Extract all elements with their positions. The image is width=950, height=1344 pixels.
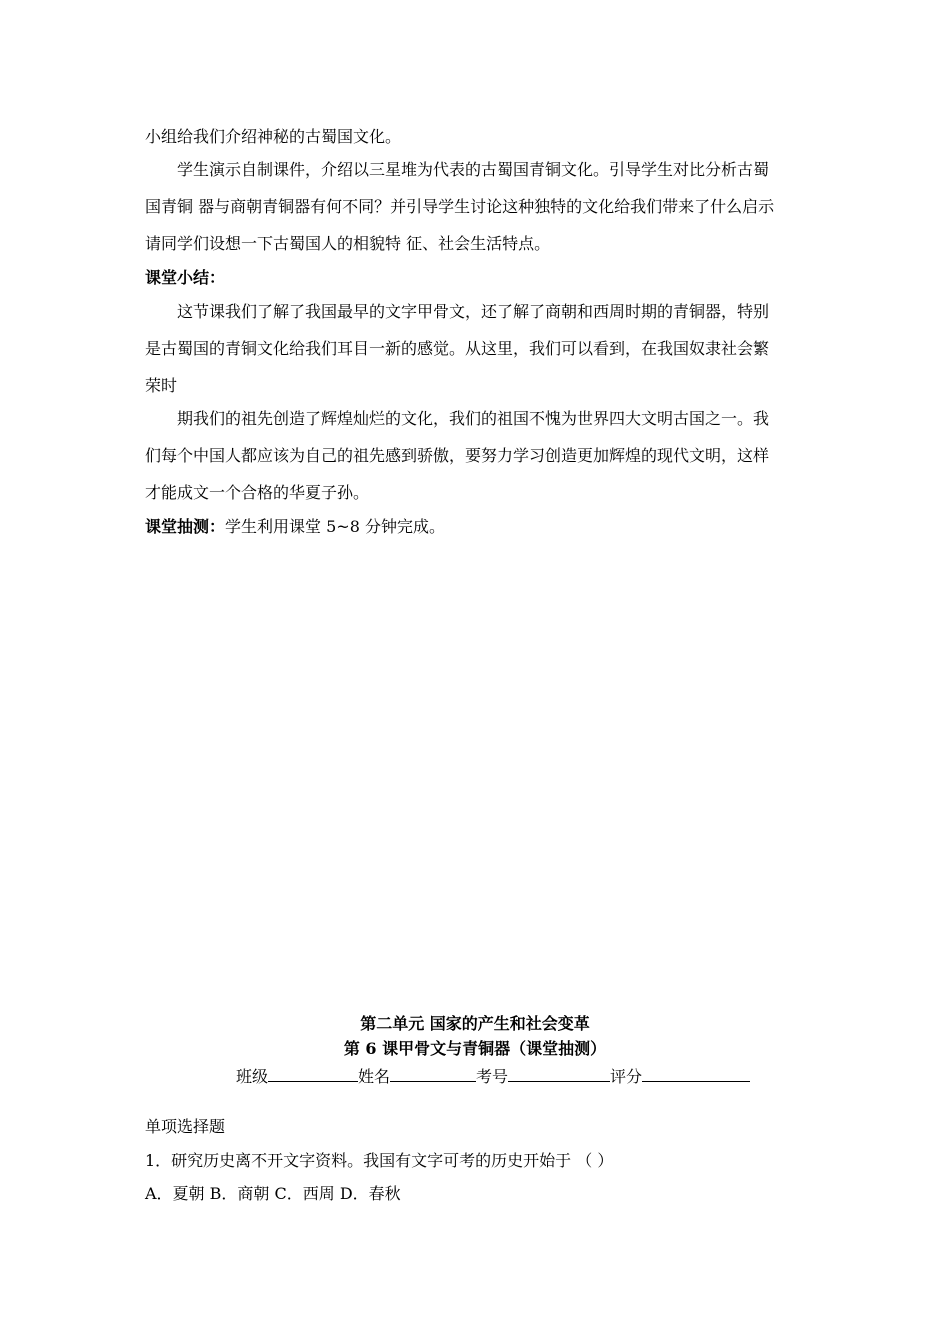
exam-no-blank[interactable] <box>508 1064 610 1082</box>
paragraph-line: 们每个中国人都应该为自己的祖先感到骄傲，要努力学习创造更加辉煌的现代文明，这样 <box>145 446 770 465</box>
paragraph-line: 才能成文一个合格的华夏子孙。 <box>145 483 370 502</box>
class-blank[interactable] <box>268 1064 358 1082</box>
paragraph-line: 请同学们设想一下古蜀国人的相貌特 征、社会生活特点。 <box>145 234 551 253</box>
student-info-row <box>236 1064 796 1087</box>
question-1: 1．研究历史离不开文字资料。我国有文字可考的历史开始于 （ ） <box>145 1151 614 1170</box>
class-label: 班级 <box>236 1067 269 1086</box>
paragraph-line: 期我们的祖先创造了辉煌灿烂的文化，我们的祖国不愧为世界四大文明古国之一。我 <box>177 409 770 428</box>
paragraph-line: 这节课我们了解了我国最早的文字甲骨文，还了解了商朝和西周时期的青铜器，特别 <box>177 302 770 321</box>
paragraph-line: 学生演示自制课件，介绍以三星堆为代表的古蜀国青铜文化。引导学生对比分析古蜀 <box>177 160 770 179</box>
paragraph-line: 荣时 <box>145 376 178 395</box>
paragraph-line: 小组给我们介绍神秘的古蜀国文化。 <box>145 127 402 146</box>
paragraph-line: 是古蜀国的青铜文化给我们耳目一新的感觉。从这里，我们可以看到，在我国奴隶社会繁 <box>145 339 770 358</box>
score-blank[interactable] <box>642 1064 750 1082</box>
score-label: 评分 <box>610 1067 643 1086</box>
name-label: 姓名 <box>358 1067 391 1086</box>
exam-no-label: 考号 <box>476 1067 509 1086</box>
name-blank[interactable] <box>390 1064 476 1082</box>
test-heading: 课堂抽测： <box>145 517 226 536</box>
question-1-options: A．夏朝 B．商朝 C．西周 D．春秋 <box>145 1184 401 1203</box>
test-line <box>145 517 810 537</box>
summary-heading: 课堂小结： <box>145 268 226 287</box>
paragraph-line: 国青铜 器与商朝青铜器有何不同？并引导学生讨论这种独特的文化给我们带来了什么启示 <box>145 197 775 216</box>
unit-title: 第二单元 国家的产生和社会变革 <box>360 1014 590 1033</box>
lesson-title: 第 6 课甲骨文与青铜器（课堂抽测） <box>343 1039 607 1058</box>
test-text: 学生利用课堂 5~8 分钟完成。 <box>225 517 445 536</box>
section-title: 单项选择题 <box>145 1117 226 1136</box>
